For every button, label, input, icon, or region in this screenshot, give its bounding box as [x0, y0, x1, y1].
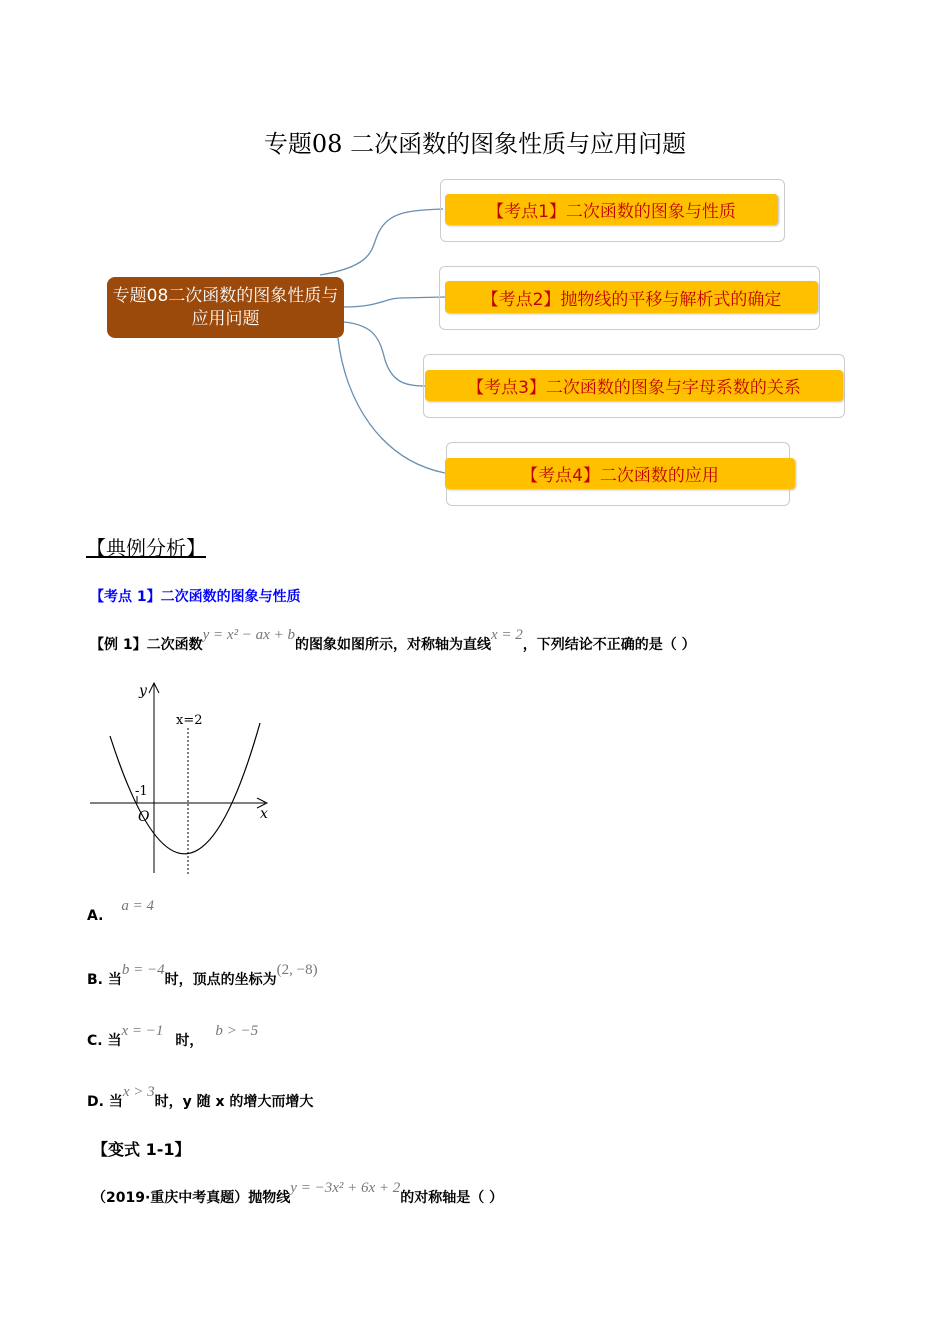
mindmap-root: 专题08二次函数的图象性质与应用问题 — [107, 277, 344, 338]
text: 当 — [107, 972, 122, 988]
topic-2: 【考点2】抛物线的平移与解析式的确定 — [445, 281, 818, 313]
formula: y = x² − ax + b — [202, 627, 295, 643]
formula: b = −4 — [121, 962, 165, 978]
option-letter: A. — [87, 908, 104, 924]
option-a — [87, 898, 155, 925]
formula: x = 2 — [490, 627, 523, 643]
topic-1: 【考点1】二次函数的图象与性质 — [445, 194, 778, 225]
text: 时， — [175, 1033, 204, 1049]
text: 时，顶点的坐标为 — [164, 972, 277, 988]
variant-label: 【变式 1-1】 — [92, 1140, 191, 1159]
text: 的图象如图所示，对称轴为直线 — [294, 637, 491, 653]
option-letter: C. — [87, 1033, 103, 1049]
option-letter: D. — [87, 1094, 104, 1110]
kaodian-heading: 【考点 1】二次函数的图象与性质 — [90, 589, 301, 605]
neg-one-label: -1 — [135, 784, 148, 799]
text: 二次函数 — [146, 637, 203, 653]
formula: (2, −8) — [276, 962, 318, 978]
formula: x = −1 — [121, 1023, 164, 1039]
option-b — [87, 962, 318, 989]
formula: x > 3 — [122, 1084, 155, 1100]
origin-label: O — [138, 809, 150, 825]
variant-question — [92, 1180, 504, 1207]
formula: b > −5 — [215, 1023, 259, 1039]
text: （2019·重庆中考真题）抛物线 — [92, 1190, 291, 1206]
text: 当 — [107, 1033, 122, 1049]
parabola-graph — [85, 678, 280, 878]
option-c — [87, 1023, 259, 1050]
option-letter: B. — [87, 972, 103, 988]
text: 当 — [108, 1094, 123, 1110]
x-axis-label: x — [260, 806, 268, 822]
formula: y = −3x² + 6x + 2 — [290, 1180, 401, 1196]
section-heading: 【典例分析】 — [86, 536, 206, 560]
text: ，下列结论不正确的是（ ） — [522, 637, 696, 653]
axis-of-symmetry-label: x=2 — [176, 713, 203, 728]
text: 时，y 随 x 的增大而增大 — [154, 1094, 314, 1110]
page-title: 专题08 二次函数的图象性质与应用问题 — [263, 130, 687, 158]
topic-4: 【考点4】二次函数的应用 — [445, 458, 795, 489]
example-1-question — [90, 627, 696, 654]
formula: a = 4 — [121, 898, 155, 914]
y-axis-label: y — [139, 683, 147, 699]
topic-3: 【考点3】二次函数的图象与字母系数的关系 — [425, 370, 843, 401]
text: 的对称轴是（ ） — [400, 1190, 504, 1206]
option-d — [87, 1084, 314, 1111]
example-label: 【例 1】 — [90, 637, 147, 653]
